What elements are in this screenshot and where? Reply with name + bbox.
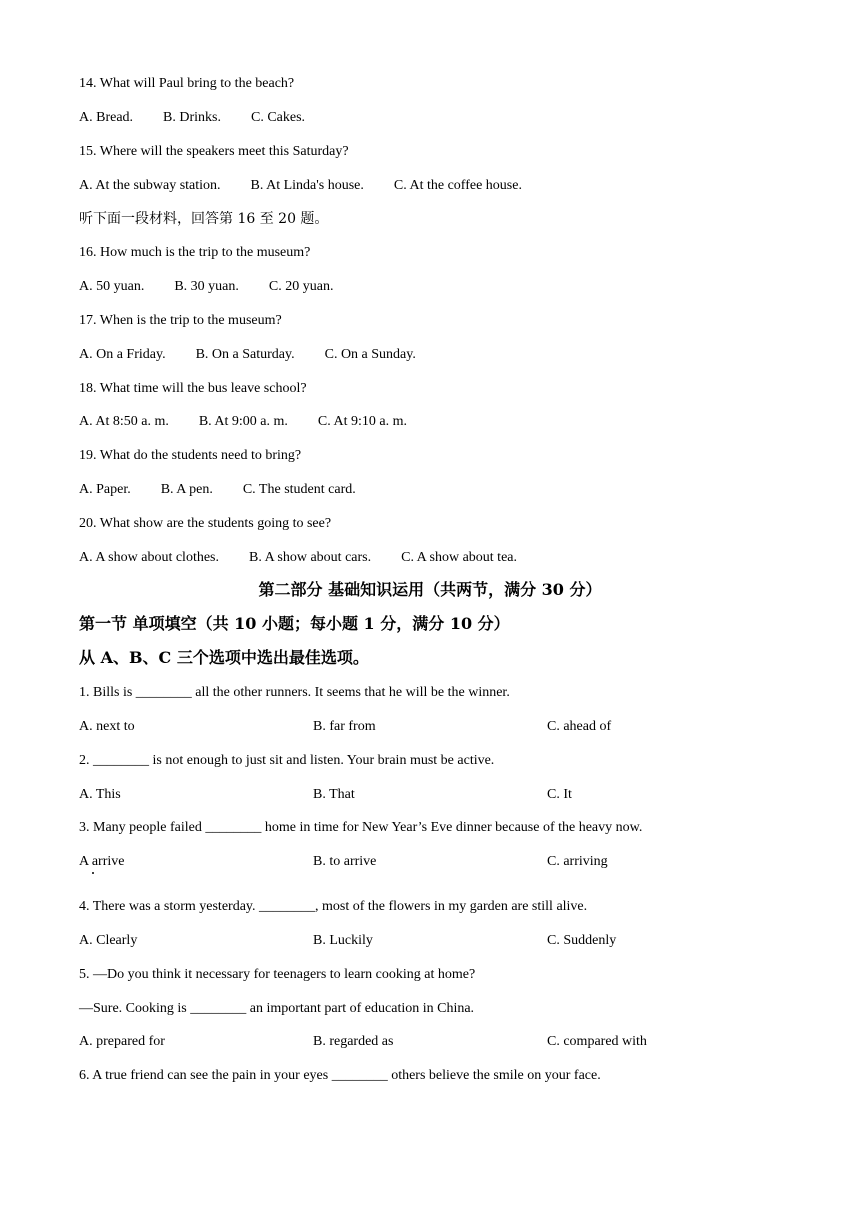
option-5b: B. regarded as [313, 1034, 394, 1049]
options-14 [79, 109, 305, 127]
question-3: 3. Many people failed ________ home in time for New Year’s Eve dinner because of the heavy now. [79, 820, 643, 835]
option-a: A. On a Friday. [79, 347, 166, 362]
question-6: 6. A true friend can see the pain in your eyes ________ others believe the smile on your face. [79, 1068, 601, 1083]
option-a: A. At 8:50 a. m. [79, 414, 169, 429]
options-16 [79, 278, 333, 296]
option-b: B. A show about cars. [249, 550, 372, 565]
question-20: 20. What show are the students going to see? [79, 516, 332, 531]
option-5c: C. compared with [547, 1034, 647, 1049]
option-5a: A. prepared for [79, 1034, 165, 1049]
question-5-reply: —Sure. Cooking is ________ an important part of education in China. [79, 1001, 475, 1016]
option-c: C. At the coffee house. [393, 178, 522, 193]
option-4c: C. Suddenly [547, 933, 617, 948]
question-2: 2. ________ is not enough to just sit and listen. Your brain must be active. [79, 753, 495, 768]
question-1: 1. Bills is ________ all the other runners. It seems that he will be the winner. [79, 685, 510, 700]
option-4a: A. Clearly [79, 933, 138, 948]
option-a: A. At the subway station. [79, 178, 221, 193]
option-3a: A arrive [79, 854, 125, 869]
option-4b: B. Luckily [313, 933, 373, 948]
option-1c: C. ahead of [547, 719, 612, 734]
options-18 [79, 413, 407, 431]
question-19: 19. What do the students need to bring? [79, 448, 302, 463]
option-a: A. Bread. [79, 110, 134, 125]
option-b: B. 30 yuan. [174, 279, 239, 294]
options-20 [79, 549, 517, 567]
option-2b: B. That [313, 787, 355, 802]
part-2-title: 第二部分 基础知识运用（共两节，满分 30 分） [258, 580, 602, 599]
section-1-instruction: 从 A、B、C 三个选项中选出最佳选项。 [79, 648, 369, 667]
question-14: 14. What will Paul bring to the beach? [79, 76, 295, 91]
option-b: B. On a Saturday. [195, 347, 295, 362]
question-5: 5. —Do you think it necessary for teenagers to learn cooking at home? [79, 967, 476, 982]
instruction-16-20: 听下面一段材料，回答第 16 至 20 题。 [79, 211, 329, 227]
question-4: 4. There was a storm yesterday. ________, most of the flowers in my garden are still alive. [79, 899, 588, 914]
question-17: 17. When is the trip to the museum? [79, 313, 282, 328]
option-b: B. At Linda's house. [250, 178, 364, 193]
option-3b: B. to arrive [313, 854, 377, 869]
option-a: A. Paper. [79, 482, 131, 497]
question-18: 18. What time will the bus leave school? [79, 381, 307, 396]
option-b: B. At 9:00 a. m. [198, 414, 288, 429]
options-19 [79, 481, 356, 499]
option-1b: B. far from [313, 719, 376, 734]
option-a: A. A show about clothes. [79, 550, 219, 565]
section-1-title: 第一节 单项填空（共 10 小题；每小题 1 分，满分 10 分） [79, 614, 510, 633]
option-c: C. The student card. [242, 482, 356, 497]
option-b: B. Drinks. [163, 110, 221, 125]
option-2a: A. This [79, 787, 121, 802]
option-a: A. 50 yuan. [79, 279, 145, 294]
option-c: C. A show about tea. [401, 550, 517, 565]
stray-dot [92, 872, 94, 874]
question-16: 16. How much is the trip to the museum? [79, 245, 311, 260]
option-c: C. 20 yuan. [268, 279, 334, 294]
option-c: C. At 9:10 a. m. [317, 414, 407, 429]
question-15: 15. Where will the speakers meet this Saturday? [79, 144, 349, 159]
options-15 [79, 177, 522, 195]
option-c: C. Cakes. [251, 110, 306, 125]
option-1a: A. next to [79, 719, 135, 734]
option-2c: C. It [547, 787, 572, 802]
options-17 [79, 346, 416, 364]
option-c: C. On a Sunday. [324, 347, 416, 362]
option-b: B. A pen. [160, 482, 213, 497]
option-3c: C. arriving [547, 854, 608, 869]
